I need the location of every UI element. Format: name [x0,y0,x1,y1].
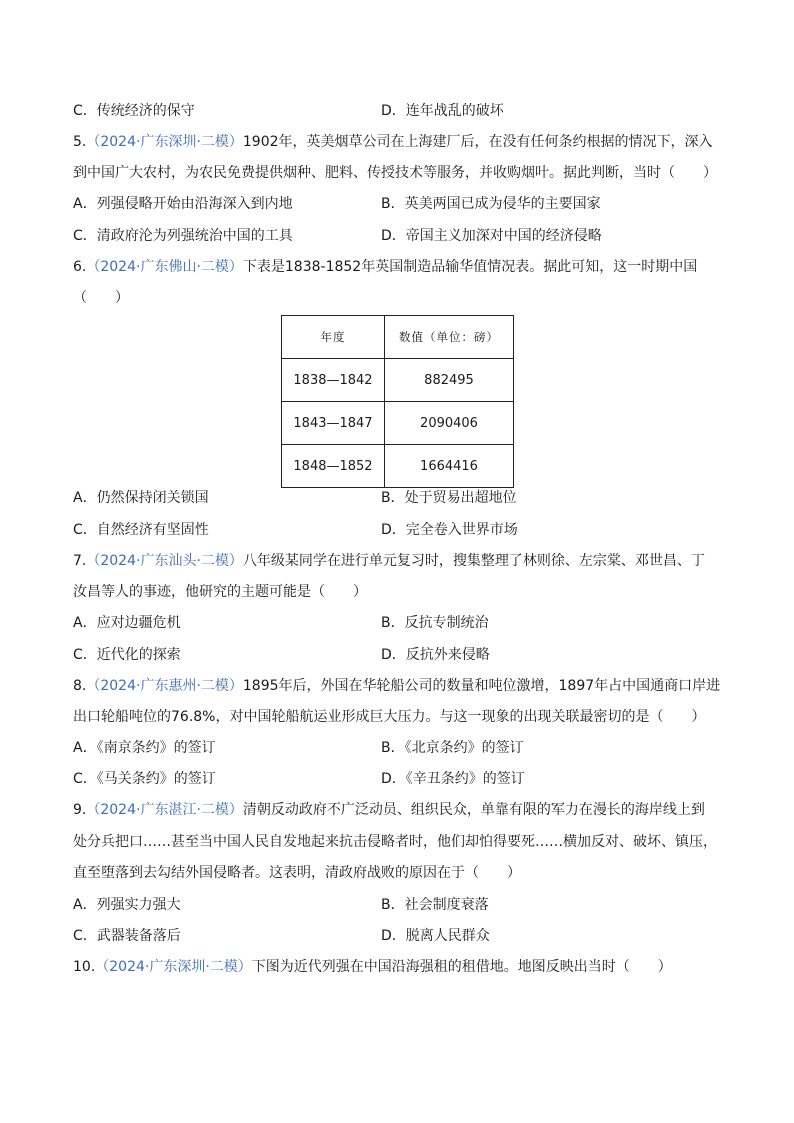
q8-stem-line1 [73,677,720,695]
q8-option-d: D．《辛丑条约》的签订 [381,771,525,787]
table-cell-year: 1848—1852 [282,445,385,488]
export-value-table [281,315,514,488]
q8-stem-line2: 出口轮船吨位的76.8%，对中国轮船航运业形成巨大压力。与这一现象的出现关联最密切的是（ ） [73,709,706,725]
q7-stem-line2: 汝昌等人的事迹，他研究的主题可能是（ ） [73,584,367,600]
table-header-year: 年度 [282,316,385,359]
q5-stem-line1 [73,133,713,151]
q6-text: 下表是1838-1852年英国制造品输华值情况表。据此可知，这一时期中国 [242,259,698,275]
table-cell-value: 882495 [385,359,514,402]
q7-number: 7. [73,553,87,569]
q8-option-c: C．《马关条约》的签订 [73,771,216,787]
table-cell-year: 1838—1842 [282,359,385,402]
q7-option-b: B．反抗专制统治 [381,615,489,631]
q6-option-a: A．仍然保持闭关锁国 [73,490,209,506]
table-header-row [282,316,514,359]
q9-number: 9. [73,802,87,818]
q4-option-d: D．连年战乱的破坏 [381,103,504,119]
q7-stem-line1 [73,552,705,570]
q9-stem-line1 [73,801,705,819]
table-cell-year: 1843—1847 [282,402,385,445]
table-cell-value: 1664416 [385,445,514,488]
q7-source: （2024·广东汕头·二模） [86,553,243,569]
q6-stem-line2: （ ） [73,290,129,306]
q6-option-c: C．自然经济有坚固性 [73,522,209,538]
table-row [282,402,514,445]
q5-option-d: D．帝国主义加深对中国的经济侵略 [381,228,602,244]
q6-number: 6. [73,259,87,275]
q7-option-c: C．近代化的探索 [73,647,181,663]
table-cell-value: 2090406 [385,402,514,445]
q9-option-b: B．社会制度衰落 [381,897,489,913]
q10-text: 下图为近代列强在中国沿海强租的租借地。地图反映出当时（ ） [251,959,672,975]
table-header-value: 数值（单位：磅） [385,316,514,359]
q5-option-a: A．列强侵略开始由沿海深入到内地 [73,196,293,212]
q5-text: 1902年，英美烟草公司在上海建厂后，在没有任何条约根据的情况下，深入 [242,134,713,150]
q10-stem-line1 [73,958,672,976]
q8-option-a: A．《南京条约》的签订 [73,740,216,756]
q5-option-b: B．英美两国已成为侵华的主要国家 [381,196,601,212]
q4-option-c: C．传统经济的保守 [73,103,195,119]
q9-stem-line3: 直至堕落到去勾结外国侵略者。这表明，清政府战败的原因在于（ ） [73,865,521,881]
q9-option-a: A．列强实力强大 [73,897,181,913]
q8-source: （2024·广东惠州·二模） [86,678,243,694]
q8-text: 1895年后，外国在华轮船公司的数量和吨位激增，1897年占中国通商口岸进 [242,678,721,694]
q6-stem-line1 [73,258,697,276]
q5-source: （2024·广东深圳·二模） [86,134,243,150]
q8-number: 8. [73,678,87,694]
q7-text: 八年级某同学在进行单元复习时，搜集整理了林则徐、左宗棠、邓世昌、丁 [242,553,705,569]
q9-option-d: D．脱离人民群众 [381,928,490,944]
table-row [282,359,514,402]
q9-text: 清朝反动政府不广泛动员、组织民众，单靠有限的军力在漫长的海岸线上到 [242,802,705,818]
q6-source: （2024·广东佛山·二模） [86,259,243,275]
q9-stem-line2: 处分兵把口……甚至当中国人民自发地起来抗击侵略者时，他们却怕得要死……横加反对、破坏、镇压， [73,834,717,850]
q10-source: （2024·广东深圳·二模） [95,959,252,975]
q7-option-a: A．应对边疆危机 [73,615,181,631]
q5-option-c: C．清政府沦为列强统治中国的工具 [73,228,293,244]
q8-option-b: B．《北京条约》的签订 [381,740,524,756]
q6-option-b: B．处于贸易出超地位 [381,490,517,506]
q7-option-d: D．反抗外来侵略 [381,647,490,663]
q10-number: 10. [73,959,96,975]
q9-source: （2024·广东湛江·二模） [86,802,243,818]
q5-stem-line2: 到中国广大农村，为农民免费提供烟种、肥料、传授技术等服务，并收购烟叶。据此判断，当时（ ） [73,165,717,181]
q6-option-d: D．完全卷入世界市场 [381,522,518,538]
table-row [282,445,514,488]
q9-option-c: C．武器装备落后 [73,928,181,944]
q5-number: 5. [73,134,87,150]
